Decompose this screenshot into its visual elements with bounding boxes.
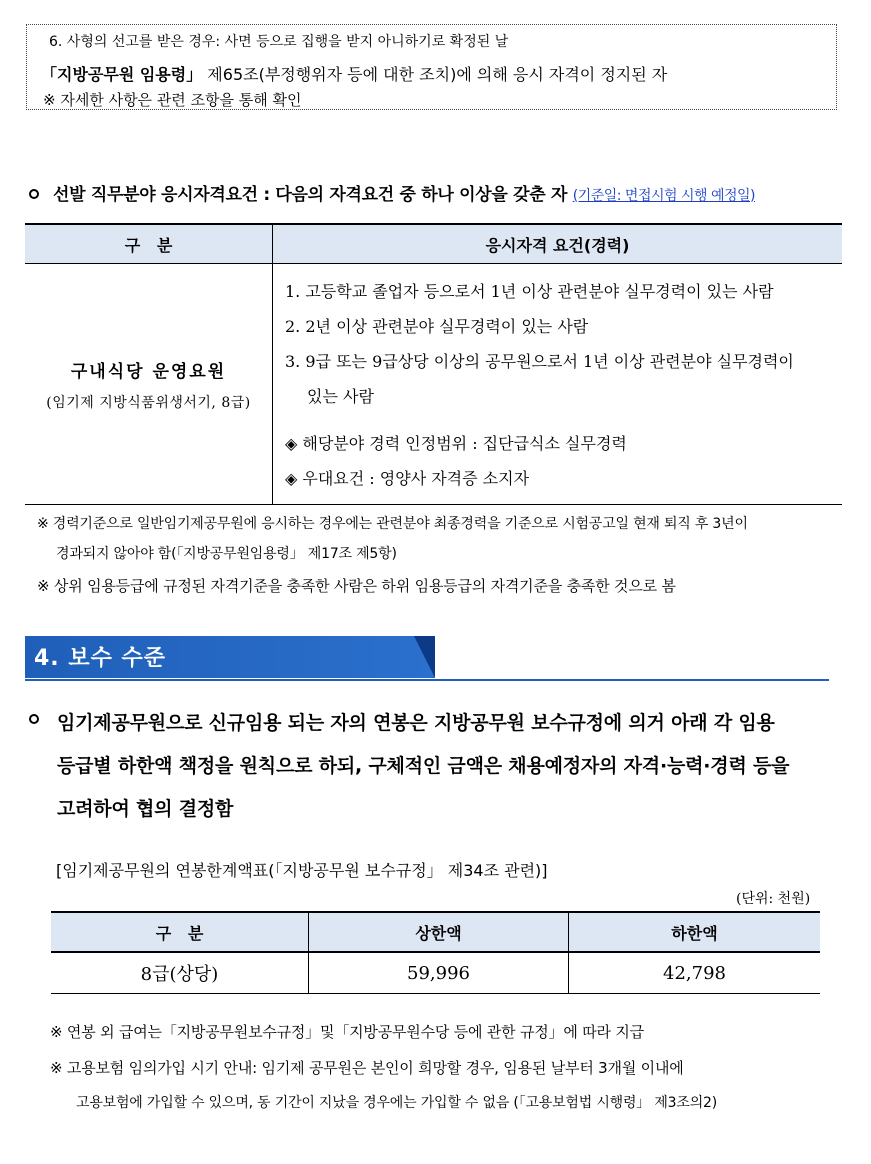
- requirement-item-1: 1. 고등학교 졸업자 등으로서 1년 이상 관련분야 실무경력이 있는 사람: [285, 282, 774, 301]
- pay-paragraph-line-1: 임기제공무원으로 신규임용 되는 자의 연봉은 지방공무원 보수규정에 의거 아래 각 임용: [57, 712, 775, 734]
- pay-paragraph-line-2: 등급별 하한액 책정을 원칙으로 하되, 구체적인 금액은 채용예정자의 자격·능력·경력 등을: [57, 755, 790, 777]
- pay-footnote-1: ※ 연봉 외 급여는「지방공무원보수규정」및「지방공무원수당 등에 관한 규정」에 따라 지급: [50, 1023, 644, 1041]
- notice-line-3: ※ 자세한 사항은 관련 조항을 통해 확인: [43, 91, 302, 109]
- notice-line-1: 6. 사형의 선고를 받은 경우: 사면 등으로 집행을 받지 아니하기로 확정된 날: [49, 34, 509, 50]
- table-header-row: [51, 912, 820, 952]
- notice-line-2-text: 제65조(부정행위자 등에 대한 조치)에 의해 응시 자격이 정지된 자: [202, 65, 668, 84]
- requirements-heading-note: (기준일: 면접시험 시행 예정일): [572, 188, 756, 204]
- section-header-underline: [25, 679, 829, 681]
- requirement-item-2: 2. 2년 이상 관련분야 실무경력이 있는 사람: [285, 317, 589, 336]
- salary-cell-lower: 42,798: [569, 952, 821, 994]
- requirement-item-3: 3. 9급 또는 9급상당 이상의 공무원으로서 1년 이상 관련분야 실무경력이: [285, 352, 794, 371]
- section-title: 4. 보수 수준: [34, 646, 166, 671]
- requirements-footnote-1-cont: 경과되지 않아야 함(「지방공무원임용령」 제17조 제5항): [56, 546, 397, 562]
- pay-paragraph-line-3: 고려하여 협의 결정함: [57, 798, 234, 820]
- position-name: 구내식당 운영요원: [70, 361, 227, 382]
- salary-table-unit: (단위: 천원): [736, 891, 811, 907]
- pay-footnote-2-cont: 고용보험에 가입할 수 있으며, 동 기간이 지났을 경우에는 가입할 수 없음 (「고용보험법 시행령」 제3조의2): [76, 1095, 717, 1111]
- pay-footnote-2: ※ 고용보험 임의가입 시기 안내: 임기제 공무원은 본인이 희망할 경우, 임용된 날부터 3개월 이내에: [50, 1059, 684, 1077]
- requirement-item-3-cont: 있는 사람: [307, 387, 374, 406]
- pay-paragraph: [29, 702, 859, 831]
- position-cell: [25, 264, 273, 505]
- position-detail: (임기제 지방식품위생서기, 8급): [46, 394, 251, 411]
- bullet-ring-icon: [29, 714, 39, 724]
- bullet-ring-icon: [29, 189, 39, 199]
- table-row: [25, 264, 842, 505]
- section-header-notch: [414, 636, 435, 678]
- requirements-table: [25, 223, 842, 505]
- requirement-cell: [273, 264, 843, 505]
- requirements-heading: [29, 180, 755, 205]
- salary-header-upper: 상한액: [309, 912, 569, 952]
- header-category: 구 분: [25, 224, 273, 264]
- header-requirement: 응시자격 요건(경력): [273, 224, 843, 264]
- notice-law-name: 「지방공무원 임용령」: [41, 65, 203, 84]
- table-header-row: [25, 224, 842, 264]
- salary-header-lower: 하한액: [569, 912, 821, 952]
- notice-line-2: [41, 62, 667, 85]
- notice-box: [26, 24, 837, 110]
- requirements-heading-text: 선발 직무분야 응시자격요건 : 다음의 자격요건 중 하나 이상을 갖춘 자: [53, 185, 568, 205]
- salary-cell-grade: 8급(상당): [51, 952, 309, 994]
- requirements-footnote-1: ※ 경력기준으로 일반임기제공무원에 응시하는 경우에는 관련분야 최종경력을 기준으로 시험공고일 현재 퇴직 후 3년이: [37, 516, 748, 532]
- diamond-note-2: ◈ 우대요건 : 영양사 자격증 소지자: [285, 469, 530, 488]
- salary-cell-upper: 59,996: [309, 952, 569, 994]
- diamond-note-1: ◈ 해당분야 경력 인정범위 : 집단급식소 실무경력: [285, 434, 627, 453]
- requirements-footnote-2: ※ 상위 임용등급에 규정된 자격기준을 충족한 사람은 하위 임용등급의 자격기준을 충족한 것으로 봄: [37, 577, 676, 595]
- salary-table: [51, 911, 820, 994]
- salary-table-caption: [임기제공무원의 연봉한계액표(「지방공무원 보수규정」 제34조 관련)]: [56, 861, 548, 880]
- salary-header-category: 구 분: [51, 912, 309, 952]
- table-row: [51, 952, 820, 994]
